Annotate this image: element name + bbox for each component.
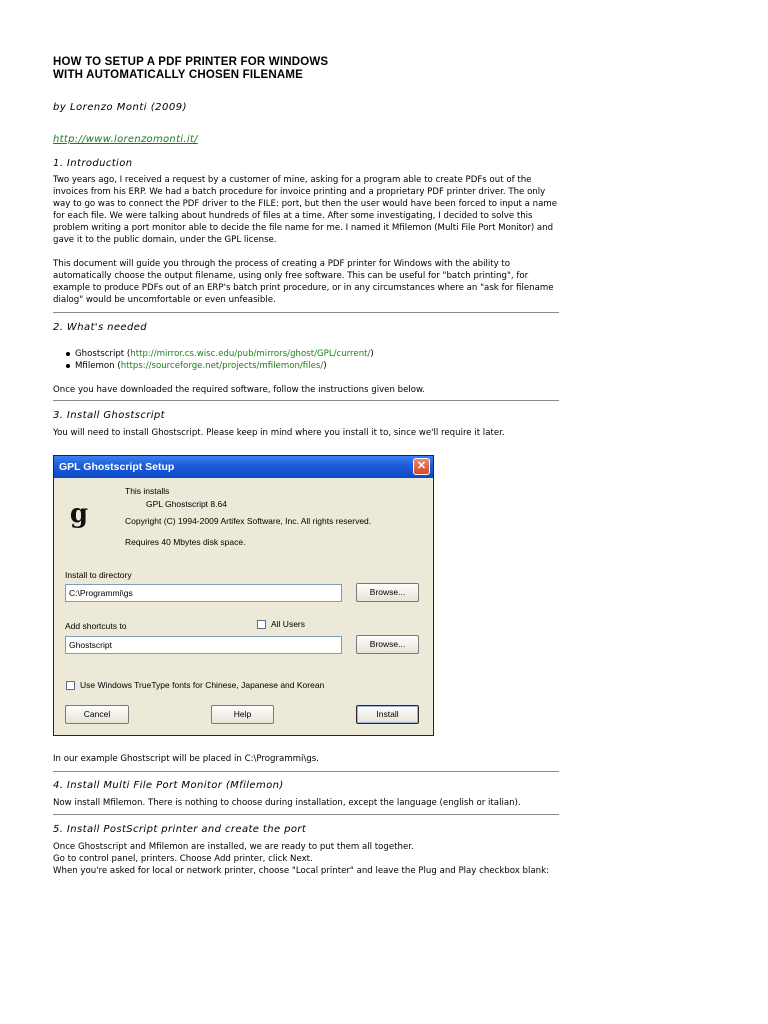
install-dir-label: Install to directory [65, 570, 132, 580]
truetype-label: Use Windows TrueType fonts for Chinese, Japanese and Korean [80, 680, 325, 690]
divider [53, 312, 559, 313]
cancel-button[interactable]: Cancel [65, 705, 129, 724]
divider [53, 814, 559, 815]
item-name: Mfilemon [75, 361, 115, 371]
section-heading-introduction: 1. Introduction [53, 158, 133, 169]
install-location-note: In our example Ghostscript will be placed in C:\Programmi\gs. [53, 754, 319, 764]
copyright-text: Copyright (C) 1994-2009 Artifex Software, Inc. All rights reserved. [125, 516, 372, 526]
installs-label: This installs [125, 486, 170, 496]
ghostscript-icon [64, 498, 94, 528]
section-heading-install-printer: 5. Install PostScript printer and create the port [53, 824, 307, 835]
document-title [53, 56, 328, 82]
dialog-title: GPL Ghostscript Setup [59, 461, 175, 473]
close-icon[interactable]: ✕ [413, 458, 430, 475]
install-button[interactable]: Install [356, 705, 419, 724]
install-ghostscript-text: You will need to install Ghostscript. Please keep in mind where you install it to, since we'll require it later. [53, 428, 505, 438]
section-heading-install-ghostscript: 3. Install Ghostscript [53, 410, 166, 421]
install-printer-text [53, 841, 559, 877]
svg-text:g: g [69, 499, 89, 528]
browse-shortcuts-button[interactable]: Browse... [356, 635, 419, 654]
mfilemon-download-link[interactable]: https://sourceforge.net/projects/mfilemon/files/ [120, 361, 324, 371]
help-button[interactable]: Help [211, 705, 274, 724]
ghostscript-download-link[interactable]: http://mirror.cs.wisc.edu/pub/mirrors/ghost/GPL/current/ [130, 349, 371, 359]
section-heading-install-mfilemon: 4. Install Multi File Port Monitor (Mfilemon) [53, 780, 284, 791]
disk-space-text: Requires 40 Mbytes disk space. [125, 537, 246, 547]
title-line-2: WITH AUTOMATICALLY CHOSEN FILENAME [53, 69, 304, 81]
intro-paragraph-2 [53, 258, 559, 306]
title-line-1: HOW TO SETUP A PDF PRINTER FOR WINDOWS [53, 56, 329, 68]
list-item: Mfilemon (https://sourceforge.net/projects/mfilemon/files/) [75, 360, 374, 372]
divider [53, 400, 559, 401]
item-name: Ghostscript [75, 349, 125, 359]
intro-paragraph-1 [53, 174, 559, 247]
truetype-checkbox[interactable] [66, 681, 75, 690]
browse-install-dir-button[interactable]: Browse... [356, 583, 419, 602]
divider [53, 771, 559, 772]
intro-text-1: Two years ago, I received a request by a customer of mine, asking for a program able to create PDFs out of the invoices from his ERP. We had a batch procedure for invoice printing and a proprietary PDF printer driver. The only way to go was to connect the PDF driver to the FILE: port, but then the user would have been forced to input a name for each file. We were talking about hundreds of files at a time. After some investigating, I decided to solve this problem writing a port monitor able to decide the file name for me. I named it Mfilemon (Multi File Port Monitor) and gave it to the public domain, under the GPL license. [53, 175, 558, 246]
requirements-list [53, 348, 374, 372]
author-site-link[interactable]: http://www.lorenzomonti.it/ [53, 134, 198, 145]
printer-step-2: Go to control panel, printers. Choose Add printer, click Next. [53, 854, 313, 865]
printer-step-3: When you're asked for local or network printer, choose "Local printer" and leave the Plug and Play checkbox blank: [53, 866, 549, 877]
shortcuts-label: Add shortcuts to [65, 621, 127, 631]
product-name: GPL Ghostscript 8.64 [146, 499, 227, 509]
intro-text-2: This document will guide you through the process of creating a PDF printer for Windows with the ability to automatically choose the output filename, using only free software. This can be useful for "batch printing", for example to produce PDFs out of an ERP's batch print procedure, or in any circumstances where an "ask for filename dialog" would be uncomfortable or even unfeasible. [53, 259, 554, 306]
ghostscript-setup-dialog [53, 455, 434, 736]
download-note: Once you have downloaded the required software, follow the instructions given below. [53, 385, 425, 395]
install-mfilemon-text: Now install Mfilemon. There is nothing to choose during installation, except the language (english or italian). [53, 798, 521, 808]
all-users-label: All Users [271, 619, 306, 629]
printer-step-1: Once Ghostscript and Mfilemon are installed, we are ready to put them all together. [53, 842, 414, 852]
dialog-titlebar [54, 456, 433, 478]
byline: by Lorenzo Monti (2009) [53, 102, 187, 113]
install-dir-field[interactable]: C:\Programmi\gs [65, 584, 342, 602]
list-item: Ghostscript (http://mirror.cs.wisc.edu/pub/mirrors/ghost/GPL/current/) [75, 349, 374, 359]
all-users-checkbox[interactable] [257, 620, 266, 629]
section-heading-whats-needed: 2. What's needed [53, 322, 148, 333]
shortcuts-field[interactable]: Ghostscript [65, 636, 342, 654]
